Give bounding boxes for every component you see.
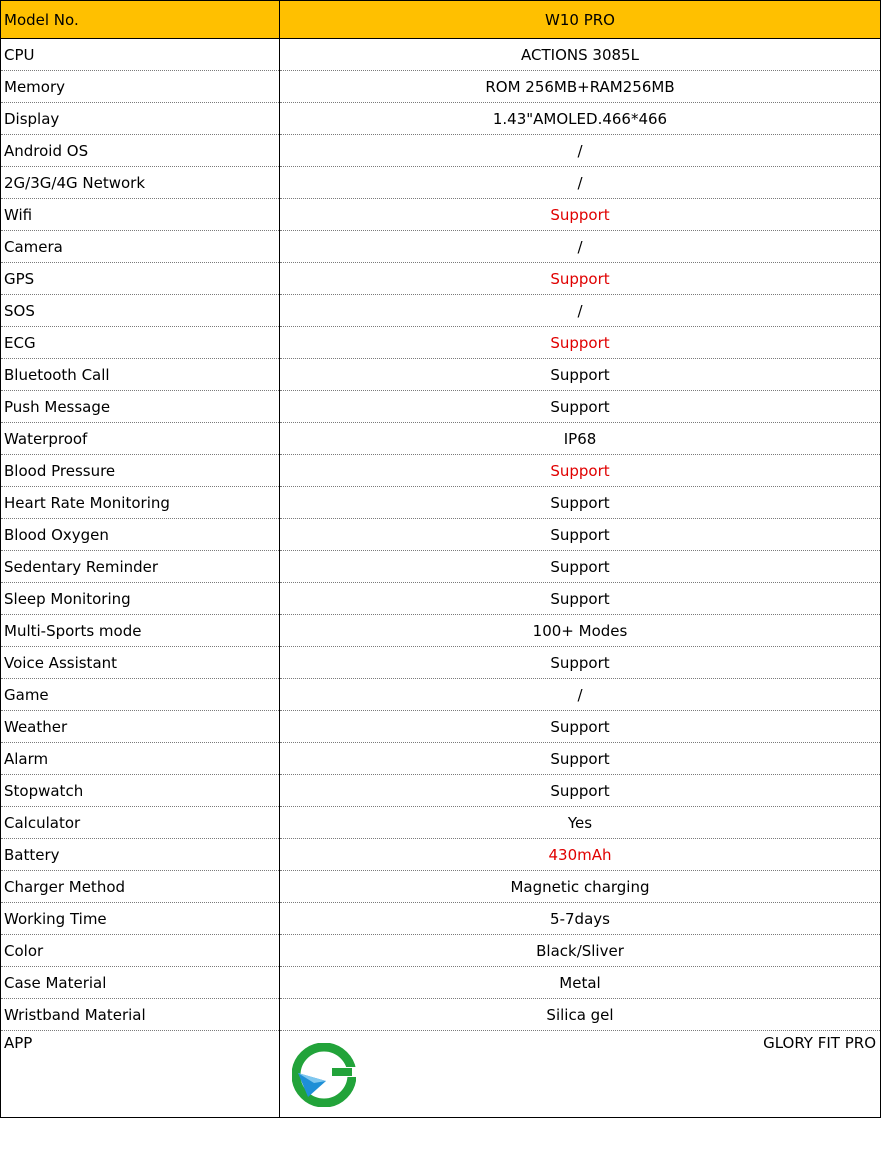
spec-row-sleep-monitoring <box>1 583 881 615</box>
spec-label: Working Time <box>1 903 280 935</box>
spec-value: Magnetic charging <box>280 871 881 903</box>
spec-value: 100+ Modes <box>280 615 881 647</box>
spec-value: IP68 <box>280 423 881 455</box>
spec-label: Calculator <box>1 807 280 839</box>
spec-value: Support <box>280 487 881 519</box>
spec-row-display <box>1 103 881 135</box>
spec-row-multi-sports <box>1 615 881 647</box>
spec-row-charger-method <box>1 871 881 903</box>
spec-row-battery <box>1 839 881 871</box>
spec-row-working-time <box>1 903 881 935</box>
spec-value: Support <box>280 263 881 295</box>
spec-label: Blood Oxygen <box>1 519 280 551</box>
spec-row-alarm <box>1 743 881 775</box>
spec-label: Push Message <box>1 391 280 423</box>
spec-row-heart-rate <box>1 487 881 519</box>
spec-value: Support <box>280 519 881 551</box>
spec-label: 2G/3G/4G Network <box>1 167 280 199</box>
spec-row-push-message <box>1 391 881 423</box>
spec-value: / <box>280 167 881 199</box>
header-row <box>1 1 881 39</box>
spec-value: Support <box>280 551 881 583</box>
spec-label: SOS <box>1 295 280 327</box>
spec-label: Waterproof <box>1 423 280 455</box>
spec-label: Weather <box>1 711 280 743</box>
spec-value: / <box>280 135 881 167</box>
spec-row-case-material <box>1 967 881 999</box>
spec-label: Blood Pressure <box>1 455 280 487</box>
spec-row-blood-oxygen <box>1 519 881 551</box>
spec-value: Support <box>280 583 881 615</box>
spec-label: Case Material <box>1 967 280 999</box>
spec-row-wifi <box>1 199 881 231</box>
spec-value: ACTIONS 3085L <box>280 39 881 71</box>
spec-row-calculator <box>1 807 881 839</box>
spec-value: / <box>280 231 881 263</box>
app-cell <box>280 1031 881 1118</box>
spec-label: Display <box>1 103 280 135</box>
spec-label: Stopwatch <box>1 775 280 807</box>
glory-fit-logo-icon <box>292 1043 356 1107</box>
header-label: Model No. <box>1 1 280 39</box>
spec-row-game <box>1 679 881 711</box>
spec-value: Support <box>280 775 881 807</box>
spec-label: Camera <box>1 231 280 263</box>
spec-row-voice-assistant <box>1 647 881 679</box>
spec-label: Game <box>1 679 280 711</box>
spec-value: Support <box>280 359 881 391</box>
spec-row-gps <box>1 263 881 295</box>
spec-label: Sleep Monitoring <box>1 583 280 615</box>
spec-value: Metal <box>280 967 881 999</box>
spec-row-network <box>1 167 881 199</box>
spec-label: Bluetooth Call <box>1 359 280 391</box>
spec-label: Android OS <box>1 135 280 167</box>
spec-value: / <box>280 295 881 327</box>
spec-value: Support <box>280 711 881 743</box>
spec-row-camera <box>1 231 881 263</box>
spec-row-bluetooth-call <box>1 359 881 391</box>
spec-row-wristband-material <box>1 999 881 1031</box>
spec-label: Sedentary Reminder <box>1 551 280 583</box>
spec-value: Support <box>280 327 881 359</box>
spec-value: 5-7days <box>280 903 881 935</box>
spec-label: Wifi <box>1 199 280 231</box>
app-name: GLORY FIT PRO <box>763 1034 876 1052</box>
model-name: W10 PRO <box>280 1 881 39</box>
spec-value: 1.43"AMOLED.466*466 <box>280 103 881 135</box>
spec-label: Charger Method <box>1 871 280 903</box>
spec-value: Support <box>280 743 881 775</box>
spec-label: CPU <box>1 39 280 71</box>
spec-row-blood-pressure <box>1 455 881 487</box>
spec-label: Heart Rate Monitoring <box>1 487 280 519</box>
spec-value: 430mAh <box>280 839 881 871</box>
spec-label: Alarm <box>1 743 280 775</box>
spec-value: / <box>280 679 881 711</box>
spec-label: APP <box>1 1031 280 1118</box>
spec-label: GPS <box>1 263 280 295</box>
spec-label: ECG <box>1 327 280 359</box>
spec-value: Support <box>280 199 881 231</box>
spec-row-android-os <box>1 135 881 167</box>
spec-row-sos <box>1 295 881 327</box>
spec-value: Yes <box>280 807 881 839</box>
spec-row-stopwatch <box>1 775 881 807</box>
spec-row-app <box>1 1031 881 1118</box>
spec-row-ecg <box>1 327 881 359</box>
spec-label: Memory <box>1 71 280 103</box>
spec-value: Support <box>280 391 881 423</box>
spec-row-memory <box>1 71 881 103</box>
spec-row-cpu <box>1 39 881 71</box>
spec-row-weather <box>1 711 881 743</box>
spec-label: Multi-Sports mode <box>1 615 280 647</box>
spec-label: Battery <box>1 839 280 871</box>
spec-label: Color <box>1 935 280 967</box>
spec-value: ROM 256MB+RAM256MB <box>280 71 881 103</box>
spec-value: Black/Sliver <box>280 935 881 967</box>
spec-label: Wristband Material <box>1 999 280 1031</box>
spec-row-color <box>1 935 881 967</box>
spec-row-waterproof <box>1 423 881 455</box>
spec-row-sedentary-reminder <box>1 551 881 583</box>
spec-value: Silica gel <box>280 999 881 1031</box>
spec-value: Support <box>280 455 881 487</box>
spec-label: Voice Assistant <box>1 647 280 679</box>
spec-value: Support <box>280 647 881 679</box>
